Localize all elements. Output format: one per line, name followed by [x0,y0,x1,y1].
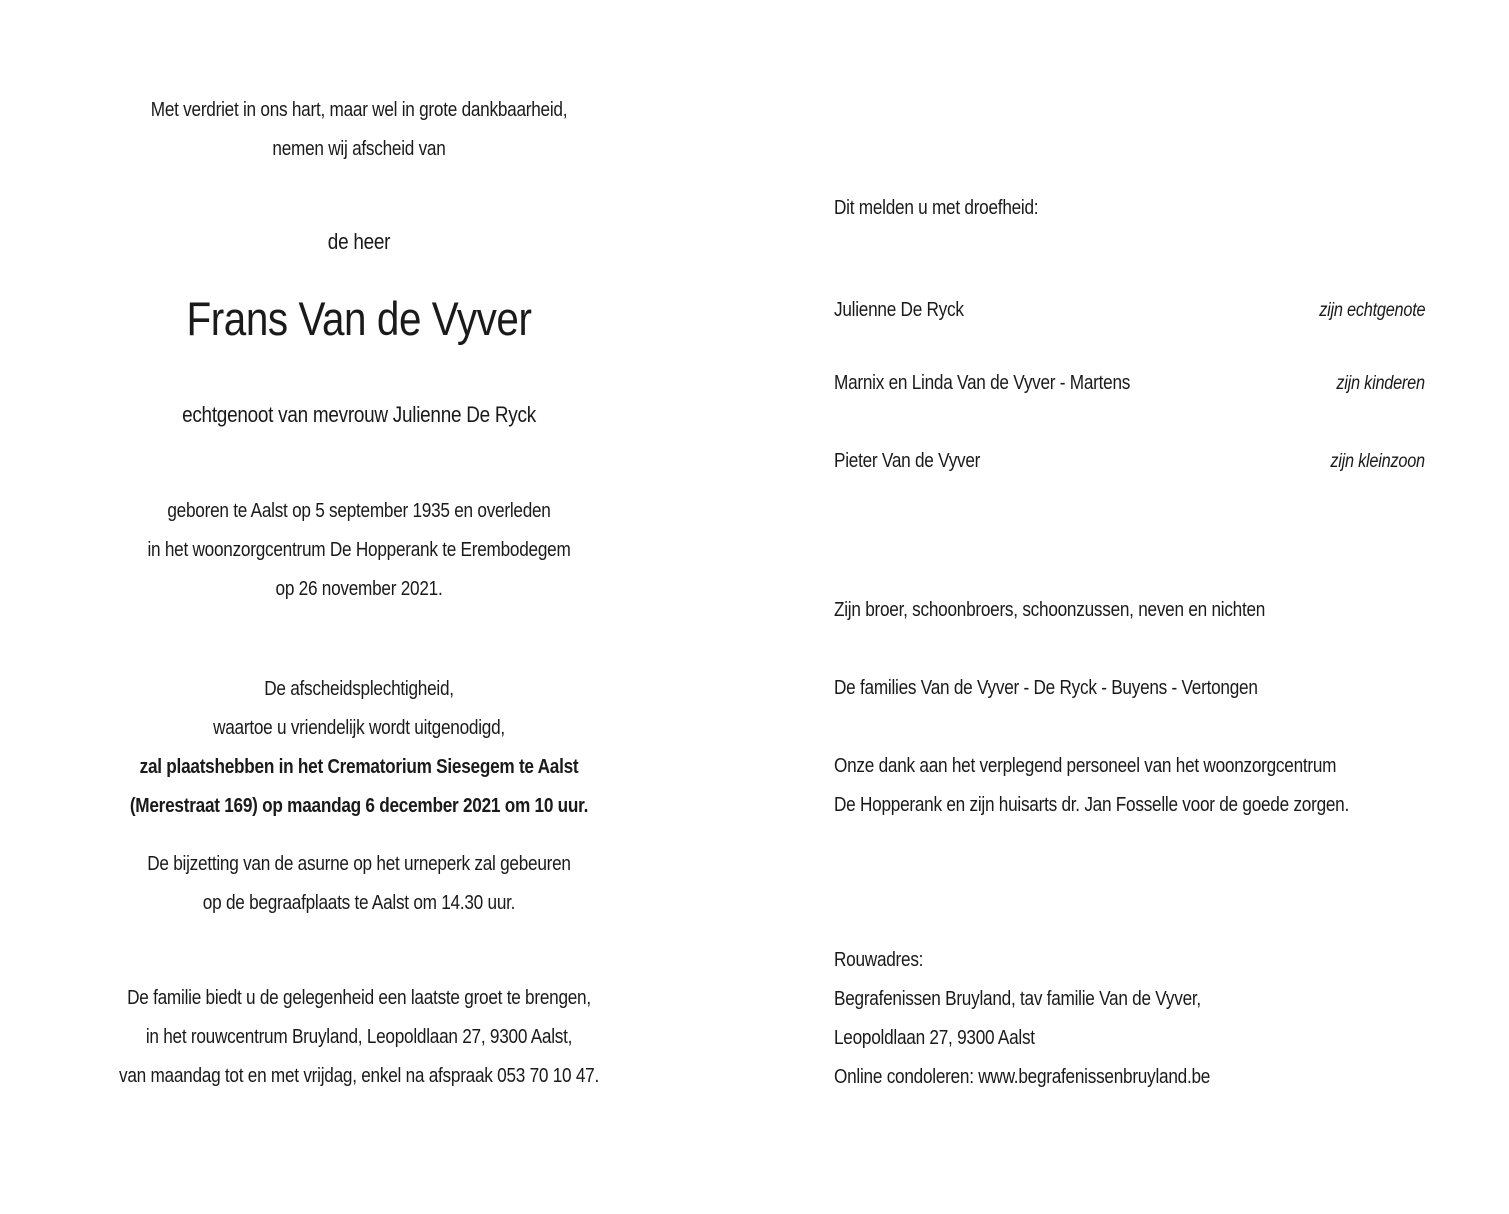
ceremony-line-3: zal plaatshebben in het Crematorium Siesegem te Aalst [139,756,579,778]
ceremony-line-2: waartoe u vriendelijk wordt uitgenodigd, [213,717,505,739]
announce-line: Dit melden u met droefheid: [834,197,1039,219]
families-line: De families Van de Vyver - De Ryck - Buyens - Vertongen [834,677,1258,699]
extended-family-line: Zijn broer, schoonbroers, schoonzussen, neven en nichten [834,599,1266,621]
birth-line-1: geboren te Aalst op 5 september 1935 en overleden [167,500,551,522]
visit-line-2: in het rouwcentrum Bruyland, Leopoldlaan 27, 9300 Aalst, [145,1026,573,1048]
spouse-line: echtgenoot van mevrouw Julienne De Ryck [182,402,536,427]
intro-line-2: nemen wij afscheid van [272,138,446,160]
relative-name-children: Marnix en Linda Van de Vyver - Martens [834,372,1131,394]
birth-line-3: op 26 november 2021. [275,578,443,600]
relative-relation-grandson: zijn kleinzoon [1330,451,1425,472]
address-line-2: Leopoldlaan 27, 9300 Aalst [834,1027,1035,1049]
thanks-line-1: Onze dank aan het verplegend personeel van het woonzorgcentrum [834,755,1337,777]
relative-name-grandson: Pieter Van de Vyver [834,450,981,472]
relative-name-spouse: Julienne De Ryck [834,299,964,321]
address-label: Rouwadres: [834,949,924,971]
relative-relation-children: zijn kinderen [1336,373,1425,394]
burial-line-2: op de begraafplaats te Aalst om 14.30 uur. [202,892,516,914]
visit-line-3: van maandag tot en met vrijdag, enkel na afspraak 053 70 10 47. [118,1065,600,1087]
burial-line-1: De bijzetting van de asurne op het urneperk zal gebeuren [147,853,571,875]
birth-line-2: in het woonzorgcentrum De Hopperank te Erembodegem [147,539,571,561]
thanks-line-2: De Hopperank en zijn huisarts dr. Jan Fosselle voor de goede zorgen. [834,794,1350,816]
honorific: de heer [327,229,391,254]
deceased-name: Frans Van de Vyver [186,292,532,345]
visit-line-1: De familie biedt u de gelegenheid een laatste groet te brengen, [127,987,591,1009]
ceremony-line-1: De afscheidsplechtigheid, [264,678,454,700]
ceremony-line-4: (Merestraat 169) op maandag 6 december 2021 om 10 uur. [129,795,589,817]
intro-line-1: Met verdriet in ons hart, maar wel in grote dankbaarheid, [150,99,568,121]
relative-relation-spouse: zijn echtgenote [1318,300,1425,321]
address-line-1: Begrafenissen Bruyland, tav familie Van de Vyver, [834,988,1201,1010]
address-line-3: Online condoleren: www.begrafenissenbruyland.be [834,1066,1211,1088]
